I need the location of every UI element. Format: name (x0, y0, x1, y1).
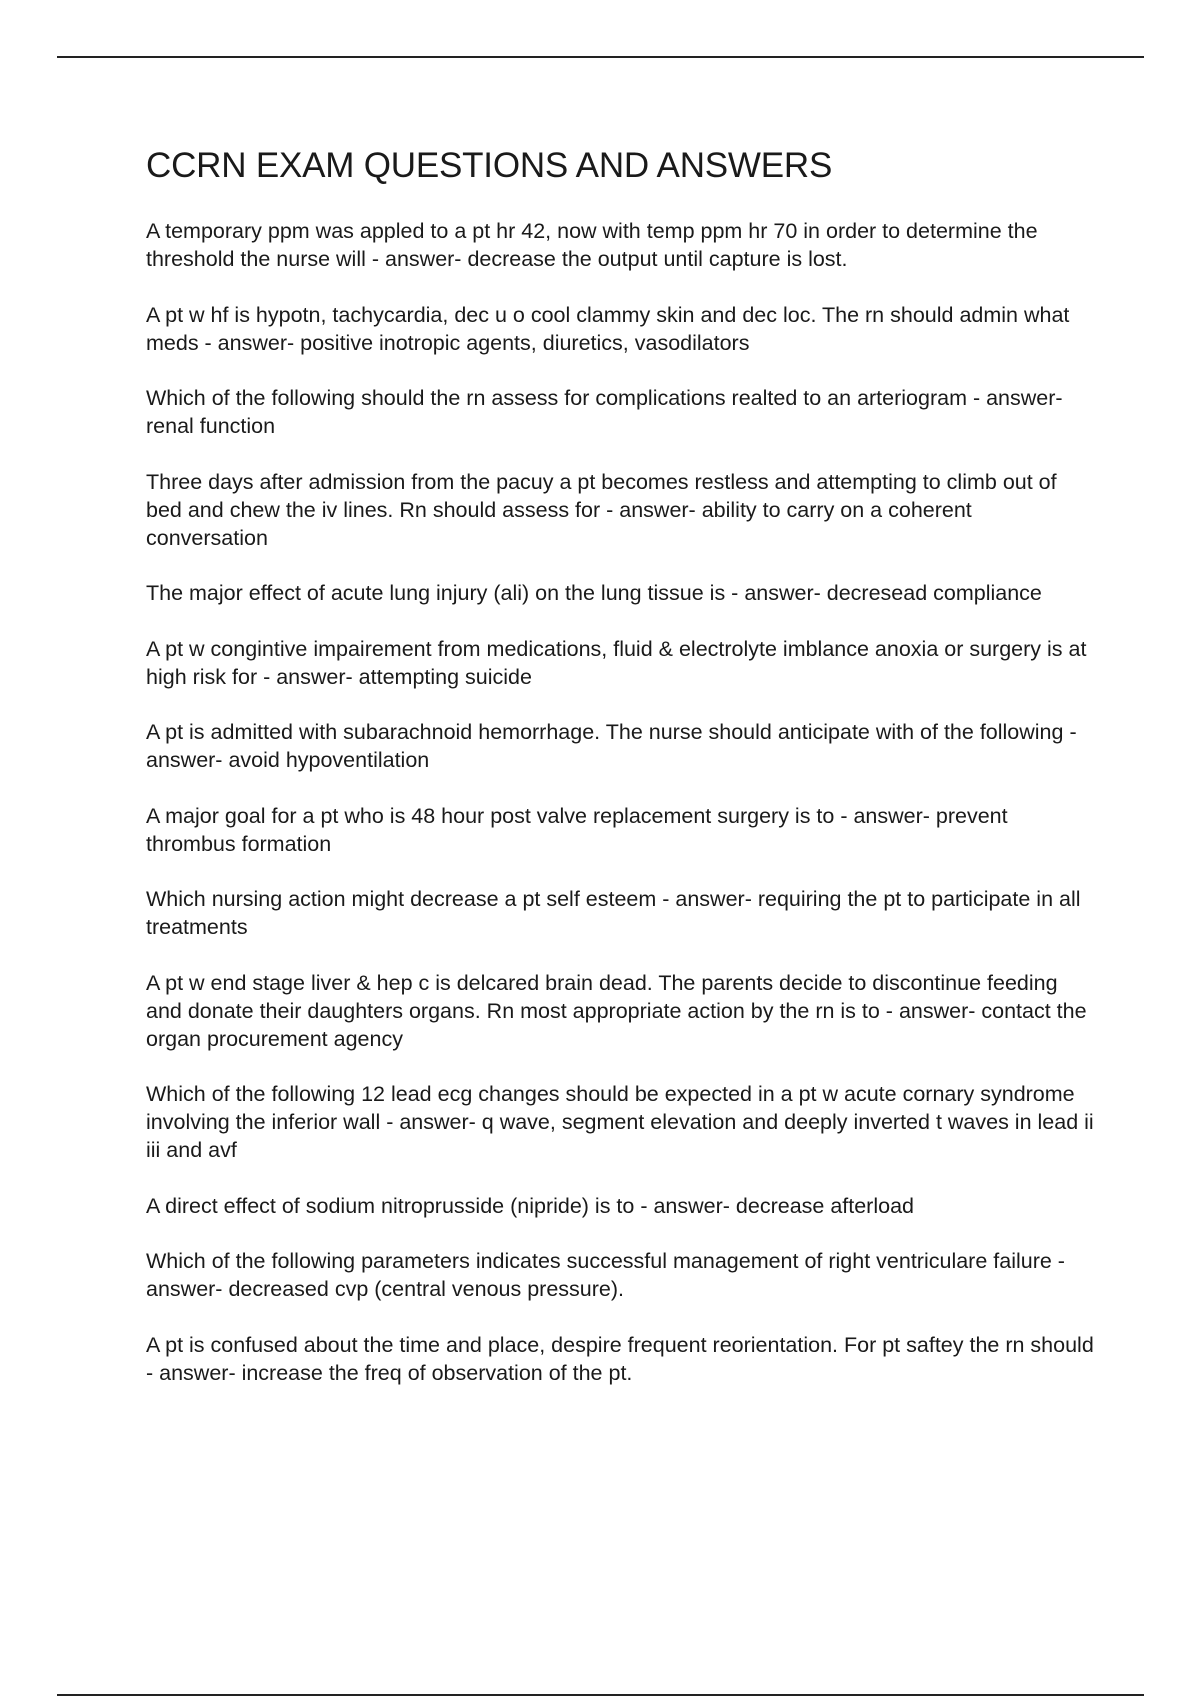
qa-item: A temporary ppm was appled to a pt hr 42, now with temp ppm hr 70 in order to determine the threshold the nurse will - answer- decrease the output until capture is lost. (146, 219, 1038, 271)
page-title: CCRN EXAM QUESTIONS AND ANSWERS (146, 146, 833, 185)
qa-item: The major effect of acute lung injury (ali) on the lung tissue is - answer- decresead compliance (146, 581, 1042, 605)
qa-item: Three days after admission from the pacuy a pt becomes restless and attempting to climb out of bed and chew the iv lines. Rn should assess for - answer- ability to carry on a coherent conversation (146, 469, 1057, 550)
top-rule (57, 56, 1144, 58)
qa-item: Which of the following 12 lead ecg changes should be expected in a pt w acute cornary syndrome involving the inferior wall - answer- q wave, segment elevation and deeply inverted t waves in lead ii iii and avf (146, 1082, 1094, 1162)
qa-item: A pt w hf is hypotn, tachycardia, dec u o cool clammy skin and dec loc. The rn should admin what meds - answer- positive inotropic agents, diuretics, vasodilators (146, 302, 1070, 355)
qa-item: A major goal for a pt who is 48 hour post valve replacement surgery is to - answer- prevent thrombus formation (146, 803, 1008, 856)
qa-item: Which nursing action might decrease a pt self esteem - answer- requiring the pt to participate in all treatments (146, 887, 1081, 939)
qa-list (146, 217, 1096, 1387)
qa-item: A direct effect of sodium nitroprusside (nipride) is to - answer- decrease afterload (146, 1193, 914, 1218)
qa-item: A pt w end stage liver & hep c is delcared brain dead. The parents decide to discontinue feeding and donate their daughters organs. Rn most appropriate action by the rn is to - answer- contact the organ procurement agency (146, 970, 1087, 1051)
qa-item: A pt w congintive impairement from medications, fluid & electrolyte imblance anoxia or surgery is at high risk for - answer- attempting suicide (146, 636, 1087, 689)
qa-item: Which of the following should the rn assess for complications realted to an arteriogram - answer- renal function (146, 386, 1063, 438)
qa-item: Which of the following parameters indicates successful management of right ventriculare failure - answer- decreased cvp (central venous pressure). (146, 1249, 1065, 1301)
qa-item: A pt is confused about the time and place, despire frequent reorientation. For pt saftey the rn should - answer- increase the freq of observation of the pt. (146, 1332, 1094, 1385)
bottom-rule (57, 1694, 1144, 1696)
qa-item: A pt is admitted with subarachnoid hemorrhage. The nurse should anticipate with of the following - answer- avoid hypoventilation (146, 720, 1077, 772)
document-body (146, 144, 1096, 1414)
